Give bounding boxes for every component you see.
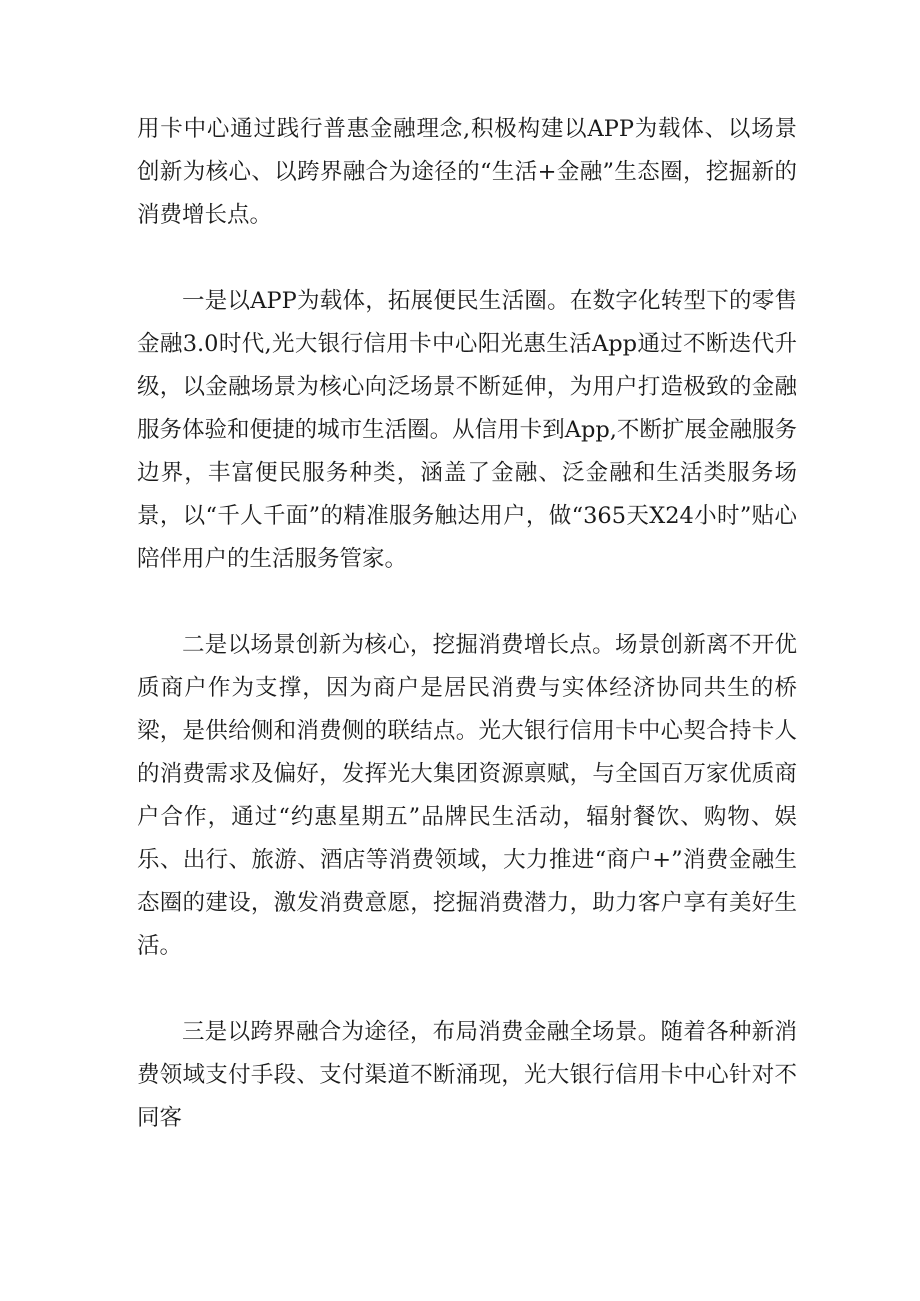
paragraph-cross-border-integration: 三是以跨界融合为途径，布局消费金融全场景。随着各种新消费领域支付手段、支付渠道不断涌现，光大银行信用卡中心针对不同客 <box>137 1019 797 1131</box>
document-body <box>137 108 797 1140</box>
paragraph-app-carrier: 一是以APP为载体，拓展便民生活圈。在数字化转型下的零售金融3.0时代,光大银行信用卡中心阳光惠生活App通过不断迭代升级，以金融场景为核心向泛场景不断延伸，为用户打造极致的金融服务体验和便捷的城市生活圈。从信用卡到App,不断扩展金融服务边界，丰富便民服务种类，涵盖了金融、泛金融和生活类服务场景，以“千人千面”的精准服务触达用户，做“365天X24小时”贴心陪伴用户的生活服务管家。 <box>137 288 797 572</box>
paragraph-intro-continuation: 用卡中心通过践行普惠金融理念,积极构建以APP为载体、以场景创新为核心、以跨界融合为途径的“生活+金融”生态圈，挖掘新的消费增长点。 <box>137 116 797 228</box>
paragraph-scene-innovation: 二是以场景创新为核心，挖掘消费增长点。场景创新离不开优质商户作为支撑，因为商户是居民消费与实体经济协同共生的桥梁，是供给侧和消费侧的联结点。光大银行信用卡中心契合持卡人的消费需求及偏好，发挥光大集团资源禀赋，与全国百万家优质商户合作，通过“约惠星期五”品牌民生活动，辐射餐饮、购物、娱乐、出行、旅游、酒店等消费领域，大力推进“商户+”消费金融生态圈的建设，激发消费意愿，挖掘消费潜力，助力客户享有美好生活。 <box>137 632 797 959</box>
